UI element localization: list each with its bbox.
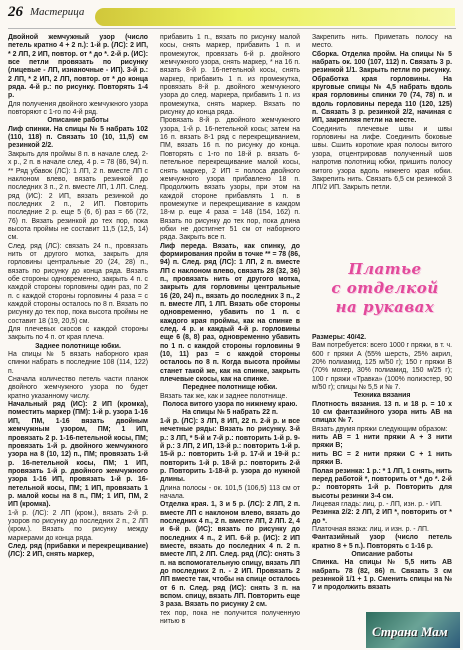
body-paragraph: Провязать 8-й р. двойного жемчужного узора, 1-й р. 16-петельной косы; затем на 16 п. вязать 8-1 ряд с перекрещиванием, ПМ, вязать 16 п. по рисунку до конца. Повторять с 1-го по 18-й р. вязать 6-петельное перекрещивание малой косы, снять маркер, 2 ИП = полоса двойного жемчужного узора прибавлено 18 п. Продолжить вязать узоры, при этом на каждой стороне прибавлять 1 п. в промежутке и перекрещивание в каждом 18-м р. еще 4 раза = 148 (154, 162) п. Вязать по рисунку до тех пор, пока длина юбки не достигнет 51 см от наборного ряда. Закрыть все п. — [160, 117, 300, 242]
body-paragraph: Сначала количество петель части планок двойного жемчужного узора по будет кратно указанному числу. — [8, 376, 148, 400]
text-column-3 — [312, 34, 452, 254]
heading-paragraph: Описание работы — [47, 117, 109, 125]
heading-paragraph: Двойной жемчужный узор (число петель кратно 4 + 2 п.): 1-й р. (ЛС): 2 ИП, * 2 ЛП, 2 ИП, повтор. от * до *. 2-й р. (ИС): все петли провязать по рисунку (лицевые - ЛП, изнаночные - ИП). 3-й р.: 2 ЛП, * 2 ИП, 2 ЛП, повтор. от * до конца ряда. 4-й р.: по рисунку. Повторять 1-4 р. — [8, 34, 148, 100]
body-paragraph: Вязать так же, как и заднее полотнище. — [160, 392, 288, 400]
pattern-title-line: с отделкой — [331, 279, 439, 297]
magazine-logo: Мастерица — [30, 6, 85, 18]
body-paragraph: Вязать двумя пряжи следующим образом: — [312, 425, 448, 433]
watermark: Страна Мам — [372, 624, 448, 639]
body-paragraph: тех пор, пока не получится полученную нитью в — [160, 609, 300, 626]
heading-paragraph: Размеры: 40/42. — [312, 334, 367, 341]
page-number: 26 — [8, 4, 23, 20]
heading-paragraph: Обработка края горловины. На круговые спицы № 4,5 набрать вдоль края горловины спинки 70 (74, 78) п. и вдоль горловины переда 110 (120, 125) п. Связать 3 р. резинкой 2/2, начиная с ИП, закрепляя петли на месте. — [312, 75, 452, 125]
heading-paragraph: Полоса витого узора по нижнему краю. На спицы № 5 набрать 22 п. — [162, 401, 298, 417]
heading-paragraph: Отделка края. 1, 3 и 5 р. (ЛС): 2 ЛП, 2 п. вместе ЛП с наклоном влево, вязать до последних 4 п., 2 п. вместе ЛП, 2 ЛП. 2, 4 и 6-й р. (ИС): вязать по рисунку до последних 4 п., 2 ИП. 6-й р. (ИС): 2 ИП вместе, вязать до последних 4 п. 2 п. вместе ЛП, 2 ЛП. След. ряд (ЛС): снять 3 п. на вспомогательную спицу, вязать ЛП до последних 2 п. - 2 ИП. Провязать 2 ЛП вместе так, чтобы на спице осталось от 6 п. След. ряд (ИС): снять 3 п. на вспом. спицу, вязать ЛП. Повторить еще 3 раза. Вязать по рисунку 2 см. — [160, 501, 300, 609]
heading-paragraph: 1-й р. (ЛС): 3 ЛП, 8 ИП, 22 п. 2-й р. и все нечетные ряды: Вязать по рисунку. 3-й р.: 3 ЛП, * 5-й и 7-й р.: повторить 1-й р. 9-й р.: 3 ЛП, 2 ИП, 13-й р.: повторить 1-й р. 15-й р.: повторить 1-й р. 17-й и 19-й р.: повторить 1-й р. 18-й р.: повторить 2-й р. Повторить 1-18-й р. узора до нужной длины. — [160, 417, 300, 484]
heading-paragraph: нить BC = 2 нити пряжи C + 1 нить пряжи B. — [312, 450, 452, 467]
page-header — [0, 0, 463, 30]
text-column-2 — [160, 34, 300, 626]
heading-paragraph: Заднее полотнище юбки. — [35, 342, 121, 350]
heading-paragraph: Лиф спинки. На спицы № 5 набрать 102 (110, 118) п. Связать 10 (10, 11,5) см резинкой 2/2. — [8, 125, 148, 150]
body-paragraph: Соединить плечевые швы и швы горловины на лифе. Соединить боковые швы. Сшить короткие края полосы витого узора, отцентрировав полученный шов напротив полотнищ юбки, пришить полосу витого узора вдоль нижнего края юбки. Закрепить нить. Связать 6,5 см резинкой 3 ЛП/2 ИП. Закрыть петли. — [312, 125, 452, 192]
body-paragraph: Вам потребуется: всего 1000 г пряжи, в т. ч. 600 г пряжи A (55% шерсть, 25% акрил, 20% полиамид, 125 м/50 г); 150 г пряжи B (70% мохер, 30% полиамид, 150 м/25 г); 100 г пряжи «Травка» (100% полиэстер, 90 м/50 г); спицы № 5,5 и № 7. — [312, 342, 452, 392]
heading-paragraph: нить AB = 1 нити пряжи A + 3 нити пряжи B; — [312, 434, 452, 450]
heading-paragraph: Переднее полотнище юбки. — [182, 384, 278, 392]
heading-paragraph: След. ряд (прибавки и перекрещивание) (ЛС): 2 ИП, снять маркер, — [8, 542, 148, 559]
body-paragraph: Лицевая гладь: лиц. р. - ЛП, изн. р. - ИП. — [312, 500, 442, 508]
heading-paragraph: Резинка 2/2: 2 ЛП, 2 ИП *, повторить от * до *. — [312, 509, 452, 525]
pattern-title-line: Платье — [348, 260, 422, 278]
header-rule — [8, 28, 456, 29]
text-column-3-lower — [312, 334, 452, 614]
header-color-band — [95, 8, 455, 26]
heading-paragraph: Плотность вязания. 13 п. и 18 р. = 10 х 10 см фантазийного узора нить AB на спицах № 7. — [312, 400, 452, 425]
text-column-1 — [8, 34, 148, 560]
body-paragraph: Для плечевых скосов с каждой стороны закрыть по 4 п. от края плеча. — [8, 326, 148, 342]
heading-paragraph: Сборка. Отделка пройм. На спицы № 5 набрать ок. 100 (107, 112) п. Связать 3 р. резинкой 1/1. Закрыть петли по рисунку. — [312, 50, 452, 75]
body-paragraph: Платочная вязка: лиц. и изн. р. - ЛП. — [312, 525, 429, 533]
body-paragraph: Закрыть для проймы 8 п. в начале след. 2-х р., 2 п. в начале след. 4 р. = 78 (86, 94) п. ** Ряд убавок (ЛС): 1 ЛП, 2 п. вместе ЛП с наклоном влево, вязать резинкой до последних 3 п., 2 п. вместе ЛП, 1 ЛП. След. ряд (ИС): 2 ИП, вязать резинкой до последних 2 п., 2 ИП. Повторить последние 2 р. еще 5 (6, 6) раз = 66 (72, 76) п. Вязать резинкой до тех пор, пока высота проймы не составит 11,5 (12,5, 14) см. — [8, 150, 148, 242]
heading-paragraph: Описание работы — [351, 550, 413, 558]
heading-paragraph: Техника вязания — [353, 392, 411, 400]
body-paragraph: Закрепить нить. Приметать полосу на место. — [312, 34, 452, 50]
heading-paragraph: Фантазийный узор (число петель кратно 8 + 5 п.). Повторять с 1-16 р. — [312, 534, 452, 550]
heading-paragraph: Спинка. На спицы № 5,5 нить AB набрать 78 (82, 86) п. Связать 3 см резинкой 1/1 + 1 р. Сменить спицы на № 7 и продолжить вязать — [312, 559, 452, 592]
body-paragraph: След. ряд (ЛС): связать 24 п., провязать нить от другого мотка, закрыть для горловины центральные 20 (24, 28) п., вязать по рисунку до конца ряда. Вязать обе стороны одновременно, закрыть 4 п. с каждой стороны горловины один раз, по 2 п. с каждой стороны горловины 4 раза = с каждой стороны осталось по 8 п. Вязать по рисунку до тех пор, пока высота проймы не составит 18 (19, 20,5) см. — [8, 242, 148, 325]
heading-paragraph: Полая резинка: 1 р.: * 1 ЛП, 1 снять, нить перед работой *, повторить от * до *. 2-й р.: повторять 1-й р. Повторить для высоты резинки 3-4 см. — [312, 467, 452, 500]
heading-paragraph: Начальный ряд (ИС): 2 ИП (кромка), поместить маркер (ПМ): 1-й р. узора 1-16 ИП, ПМ, 1-16 вязать двойным жемчужным узором, ПМ; 1 ИП, провязать 2 р. 1-16-петельной косы, ПМ; провязать 1-й р. двойного жемчужного узора на 8 (10, 12) п., ПМ; провязать 1-й р. 16-петельной косы, ПМ; 1 ИП, провязать 1-й р. двойного жемчужного узора 1-16 ИП, провязать 1-й р. 16-петельной косы, ПМ; 1 ИП, провязать 1 р. малой косы на 8 п., ПМ; 1 ИП, ПМ, 2 ИП (кромка). — [8, 401, 148, 509]
body-paragraph: Для получения двойного жемчужного узора повторяют с 1-го по 4-й ряд. — [8, 100, 148, 117]
pattern-title — [315, 260, 455, 328]
heading-paragraph: Лиф переда. Вязать, как спинку, до формирования пройм в точке ** = 78 (86, 94) п. След. ряд (ЛС): 1 ЛП, 2 п. вместе ЛП с наклоном влево, связать 28 (32, 36) п., провязать нить от другого мотка, закрыть для горловины центральные 16 (20, 24) п., вязать до последних 3 п., 2 п. вместе ЛП, 1 ЛП. Вязать обе стороны одновременно, убавить по 1 п. с каждого края проймы, как на спинке в след. 4 р. и каждый 4-й р. горловины еще 6 (8, 8) раз, одновременно убавить по 1 п. с каждой стороны горловины 9 (10, 11) раз = с каждой стороны осталось по 8 п. Когда высота проймы станет такой же, как на спинке, закрыть плечевые скосы, как на спинке. — [160, 242, 300, 384]
body-paragraph: 1-й р. (ЛС): 2 ЛП (кром.), вязать 2-й р. узоров по рисунку до последних 2 п., 2 ЛП (кром.). Вязать по рисунку между маркерами до конца ряда. — [8, 509, 148, 542]
body-paragraph: Длина полосы - ок. 101,5 (106,5) 113 см от начала. — [160, 484, 300, 500]
body-paragraph: прибавить 1 п., вязать по рисунку малой косы, снять маркер, прибавить 1 п. и промежуток, провязать 6-й р. двойного жемчужного узора, снять маркер, * на 16 п. вязать 8-й р. 16-петельной косы, снять маркер, прибавить 1 п. из промежутка, провязать 8-й р. двойного жемчужного узора до след. маркера, прибавить 1 п. из промежутка, снять маркер. Вязать по рисунку до конца ряда. — [160, 34, 300, 117]
pattern-title-line: на рукавах — [335, 298, 435, 316]
body-paragraph: На спицы № 5 вязать наборного края спинки набрать в последние 108 (114, 122) п. — [8, 351, 148, 375]
